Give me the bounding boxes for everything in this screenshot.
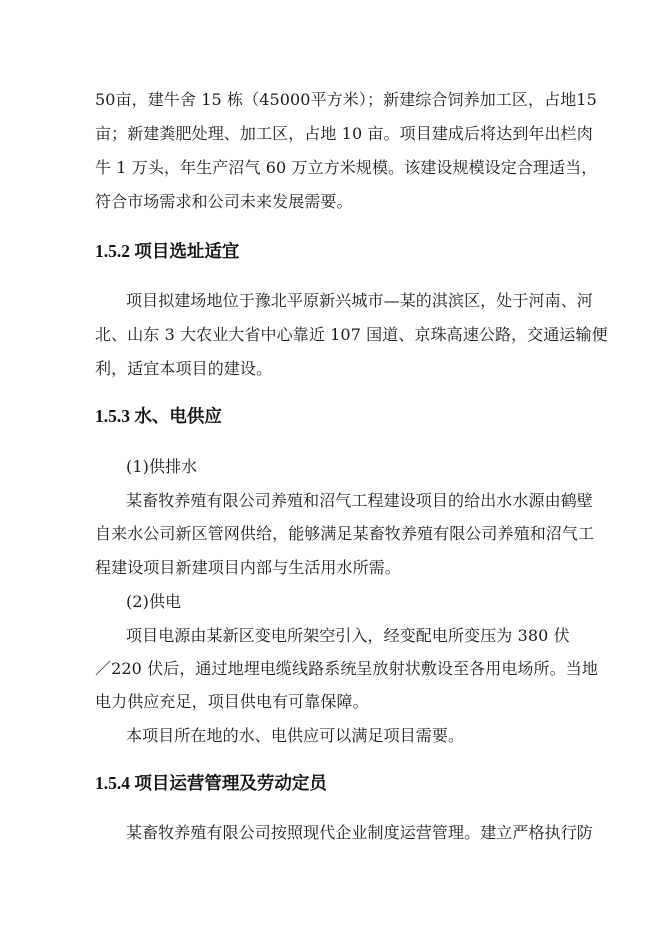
paragraph-3-line-2: 自来水公司新区管网供给，能够满足某畜牧养殖有限公司养殖和沼气工: [95, 524, 595, 543]
paragraph-5: 本项目所在地的水、电供应可以满足项目需要。: [126, 726, 465, 745]
paragraph-4-line-1: 项目电源由某新区变电所架空引入，经变配电所变压为 380 伏: [126, 626, 570, 645]
section-heading-1-5-3: 1.5.3 水、电供应: [95, 406, 222, 426]
paragraph-4-line-2: ／220 伏后，通过地埋电缆线路系统呈放射状敷设至各用电场所。当地: [95, 659, 598, 678]
paragraph-1-line-1: 50亩，建牛舍 15 栋（45000平方米）；新建综合饲养加工区，占地15: [95, 90, 597, 109]
section-heading-1-5-4: 1.5.4 项目运营管理及劳动定员: [95, 773, 327, 793]
paragraph-1-line-4: 符合市场需求和公司未来发展需要。: [95, 192, 353, 211]
paragraph-2-line-2: 北、山东 3 大农业大省中心靠近 107 国道、京珠高速公路，交通运输便: [95, 325, 608, 344]
paragraph-1-line-2: 亩；新建粪肥处理、加工区，占地 10 亩。项目建成后将达到年出栏肉: [95, 124, 593, 143]
paragraph-2-line-1: 项目拟建场地位于豫北平原新兴城市—某的淇滨区，处于河南、河: [126, 291, 593, 310]
paragraph-3-line-3: 程建设项目新建项目内部与生活用水所需。: [95, 558, 401, 577]
paragraph-3-line-1: 某畜牧养殖有限公司养殖和沼气工程建设项目的给出水水源由鹤壁: [126, 491, 593, 510]
paragraph-6-line-1: 某畜牧养殖有限公司按照现代企业制度运营管理。建立严格执行防: [126, 823, 593, 842]
list-item-power-supply: (2)供电: [126, 592, 182, 611]
paragraph-1-line-3: 牛 1 万头，年生产沼气 60 万立方米规模。该建设规模设定合理适当，: [95, 158, 598, 177]
section-heading-1-5-2: 1.5.2 项目选址适宜: [95, 241, 240, 261]
paragraph-4-line-3: 电力供应充足，项目供电有可靠保障。: [95, 692, 369, 711]
paragraph-2-line-3: 利，适宜本项目的建设。: [95, 359, 273, 378]
list-item-water-supply: (1)供排水: [126, 457, 198, 476]
